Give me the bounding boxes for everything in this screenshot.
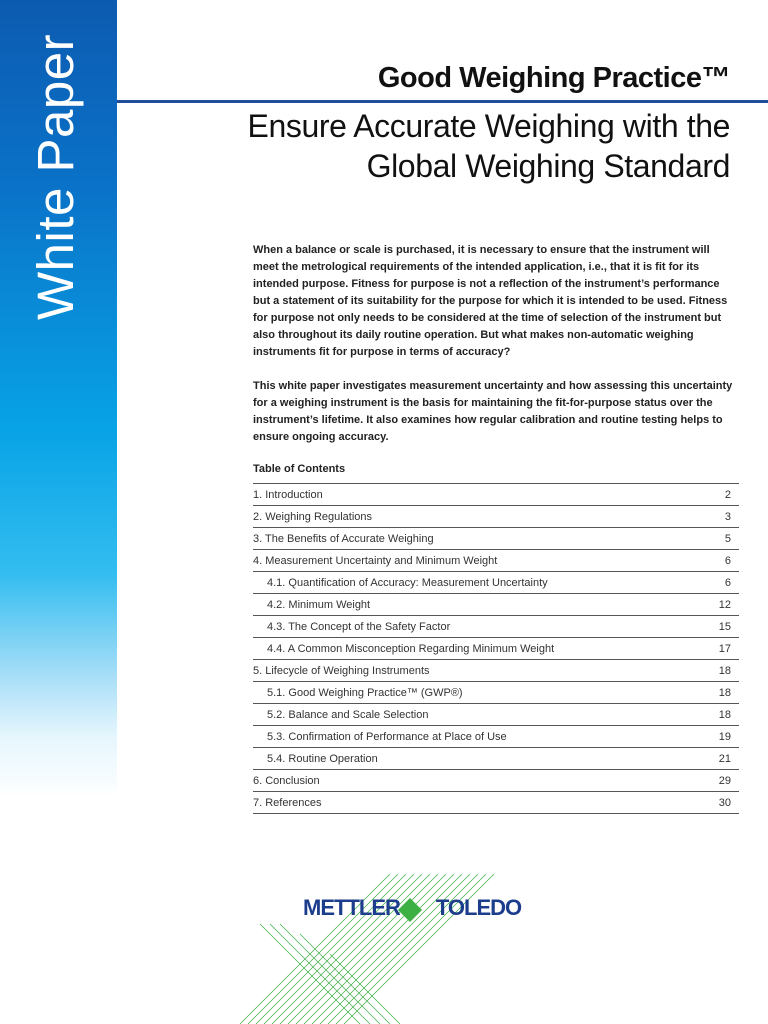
toc-row-page: 18 [718,708,731,721]
toc-row[interactable] [253,616,739,638]
toc-row-page: 6 [724,554,731,567]
toc-row-label: 3. The Benefits of Accurate Weighing [253,532,434,545]
toc-row[interactable] [253,594,739,616]
toc-row-page: 19 [718,730,731,743]
toc-row-label: 4. Measurement Uncertainty and Minimum Weight [253,554,498,567]
toc-row[interactable] [253,792,739,814]
toc-row-label: 4.3. The Concept of the Safety Factor [267,620,451,633]
toc-row-label: 5. Lifecycle of Weighing Instruments [253,664,430,677]
toc-row[interactable] [253,528,739,550]
toc-row-label: 5.1. Good Weighing Practice™ (GWP®) [267,686,463,699]
intro-paragraph-1: When a balance or scale is purchased, it is necessary to ensure that the instrument will meet the metrological requirements of the intended application, i.e., that it is fit for its intended purpose. Fitness for purpose is not a reflection of the instrument’s performance but a statement of its suitability for the purpose for which it is intended to be used. Fitness for purpose not only needs to be considered at the time of selection of the instrument but also throughout its daily routine operation. But what makes non-automatic weighing instruments fit for purpose in terms of accuracy? [253,244,728,358]
toc-row[interactable] [253,572,739,594]
toc-row-page: 17 [718,642,731,655]
toc-heading: Table of Contents [253,463,346,475]
company-logo [303,895,521,921]
toc-row[interactable] [253,506,739,528]
toc-row[interactable] [253,682,739,704]
document-type-label: White Paper [27,33,84,320]
toc-row[interactable] [253,660,739,682]
toc-row[interactable] [253,726,739,748]
toc-row[interactable] [253,748,739,770]
intro-paragraph-2: This white paper investigates measurement uncertainty and how assessing this uncertainty for a weighing instrument is the basis for maintaining the fit-for-purpose status over the instrument’s lifetime. It also examines how regular calibration and routine testing helps to ensure ongoing accuracy. [253,380,733,443]
logo-word-left: METTLER [303,895,400,920]
toc-row-page: 15 [718,620,731,633]
toc-row-page: 6 [724,576,731,589]
toc-row-label: 5.2. Balance and Scale Selection [267,708,429,721]
toc-row-label: 1. Introduction [253,488,323,501]
subtitle-line-1: Ensure Accurate Weighing with the [247,108,730,144]
document-subtitle [210,106,730,186]
toc-row[interactable] [253,484,739,506]
toc-row[interactable] [253,638,739,660]
toc-row-page: 29 [718,774,731,787]
logo-line-pattern [240,870,500,1024]
toc-row-page: 2 [724,488,731,501]
title-divider [117,100,768,103]
toc-row-page: 18 [718,686,731,699]
subtitle-line-2: Global Weighing Standard [366,148,730,184]
toc-row[interactable] [253,550,739,572]
toc-row-label: 7. References [253,796,322,809]
toc-row[interactable] [253,704,739,726]
sidebar-band [0,0,117,1024]
toc-row-label: 2. Weighing Regulations [253,510,373,523]
toc-row-page: 21 [718,752,731,765]
toc-row-page: 18 [718,664,731,677]
toc-row-label: 6. Conclusion [253,774,320,787]
toc-row-page: 3 [724,510,731,523]
toc-row[interactable] [253,770,739,792]
toc-row-label: 5.3. Confirmation of Performance at Place of Use [267,730,507,743]
toc-row-label: 5.4. Routine Operation [267,752,378,765]
toc-row-page: 5 [724,532,731,545]
document-title: Good Weighing Practice™ [377,62,730,94]
toc-row-page: 30 [718,796,731,809]
toc-row-label: 4.2. Minimum Weight [267,598,371,611]
logo-word-right: TOLEDO [435,895,522,920]
toc-row-page: 12 [718,598,731,611]
table-of-contents [253,483,739,814]
toc-row-label: 4.1. Quantification of Accuracy: Measurement Uncertainty [267,576,548,589]
toc-row-label: 4.4. A Common Misconception Regarding Minimum Weight [267,642,555,655]
